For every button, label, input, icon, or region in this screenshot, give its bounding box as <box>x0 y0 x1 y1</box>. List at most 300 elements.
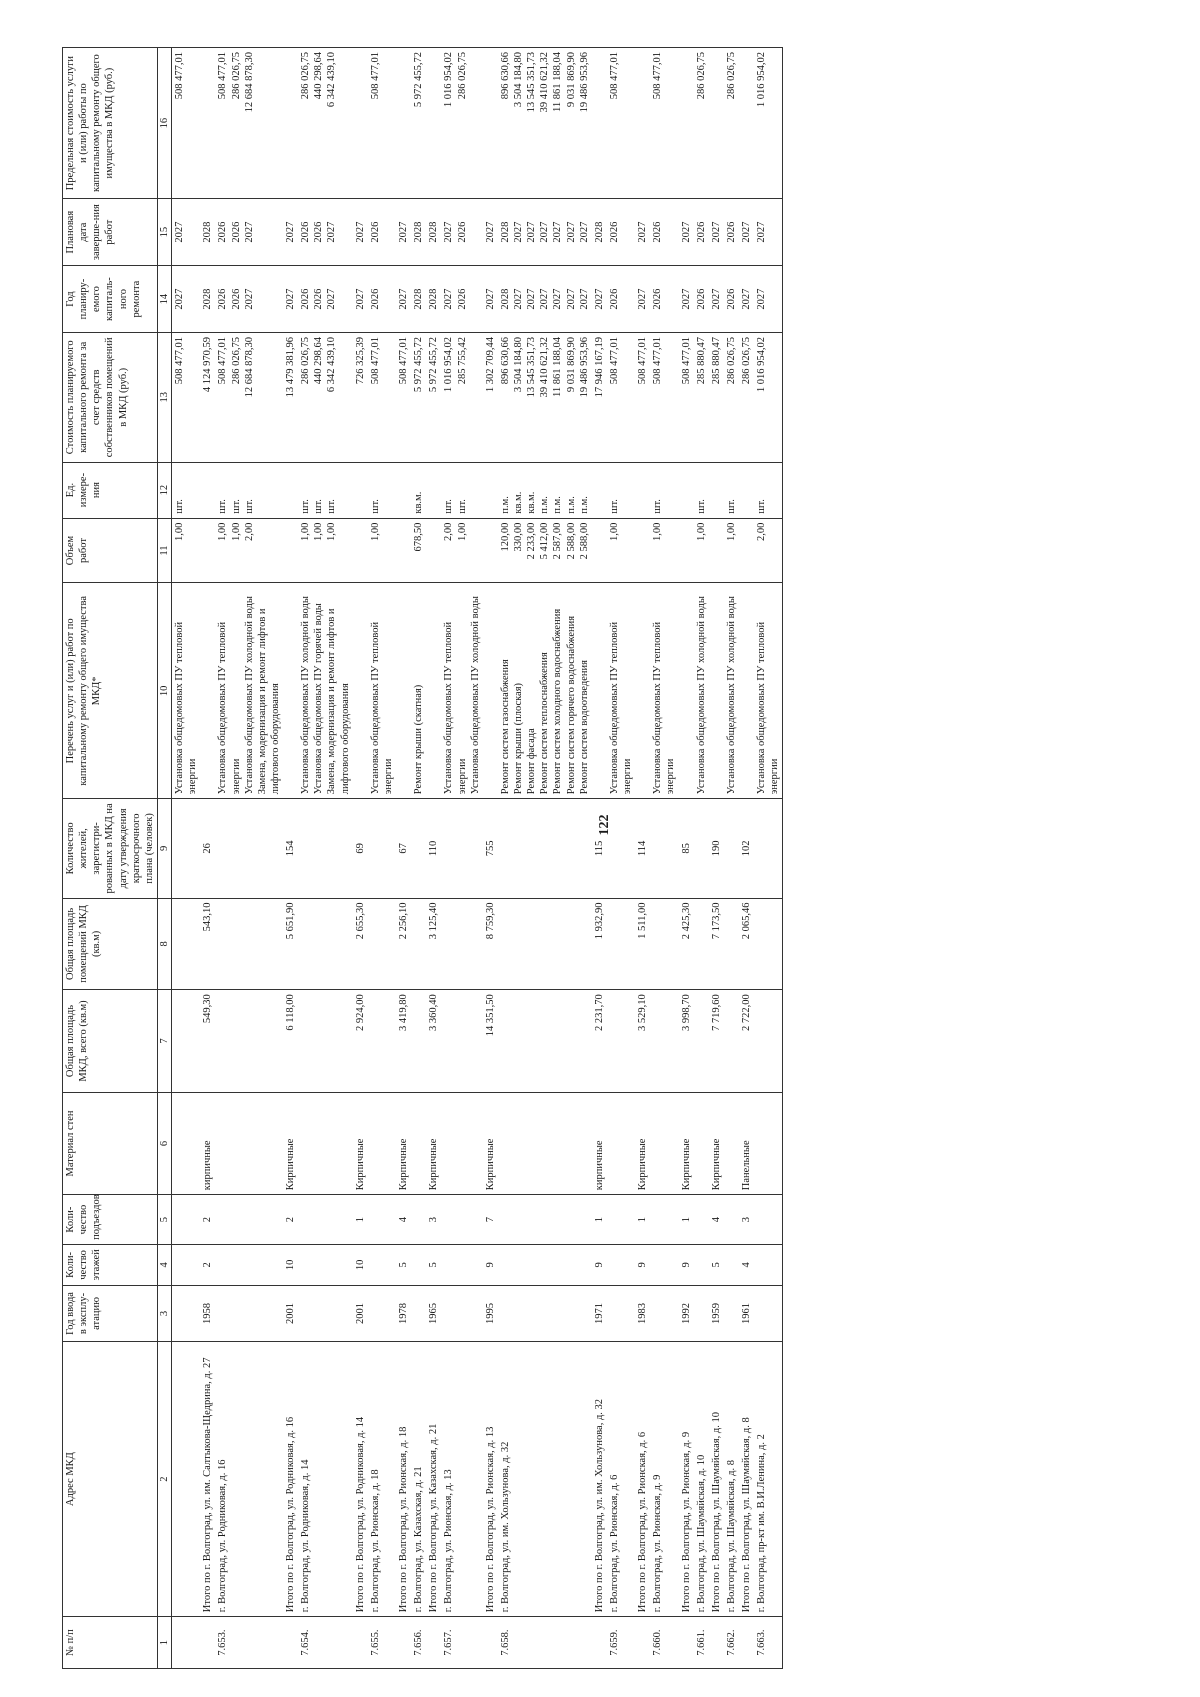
cell-residents: 114 <box>635 799 650 898</box>
volume: 2,00 <box>443 522 455 542</box>
col-number: 1 <box>157 1617 171 1669</box>
end-date: 2027 <box>285 221 296 243</box>
cell-repair-years <box>200 266 215 333</box>
cell-limit-costs <box>739 48 754 199</box>
col-number: 2 <box>157 1342 171 1617</box>
cell-wall-material: Кирпичные <box>353 1092 368 1195</box>
cell-entrances <box>215 1195 283 1245</box>
cell-year-built <box>498 1285 592 1341</box>
work-item: Установка общедомовых ПУ холодной воды <box>695 596 707 795</box>
cell-work-items <box>739 583 754 799</box>
cell-premises-area: 2 065,46 <box>739 898 754 990</box>
cell-work-items <box>483 583 498 799</box>
cell-residents: 110 <box>426 799 441 898</box>
cell-wall-material: Кирпичные <box>283 1092 298 1195</box>
col-number: 3 <box>157 1285 171 1341</box>
cell-entrances <box>172 1195 201 1245</box>
cell-row-number <box>426 1617 441 1669</box>
cell-year-built: 2001 <box>353 1285 368 1341</box>
cell-end-dates <box>635 199 650 266</box>
cell-repair-years <box>607 266 635 333</box>
cell-repair-years <box>368 266 396 333</box>
cell-costs <box>754 333 783 463</box>
cell-repair-years <box>441 266 482 333</box>
unit: шт. <box>243 499 255 514</box>
total-row <box>483 48 498 1669</box>
cell-units <box>679 462 694 518</box>
col-number: 5 <box>157 1195 171 1245</box>
unit: шт. <box>756 499 768 514</box>
cell-costs <box>298 333 353 463</box>
work-item: Установка общедомовых ПУ тепловой энергии <box>217 621 242 795</box>
cost: 508 477,01 <box>652 337 664 385</box>
cell-residents: 26 <box>200 799 215 898</box>
end-date: 2027 <box>539 221 551 243</box>
cell-repair-years <box>298 266 353 333</box>
cell-entrances <box>441 1195 482 1245</box>
repair-year: 2026 <box>695 288 707 310</box>
cell-floors <box>607 1244 635 1285</box>
cell-limit-costs <box>483 48 498 199</box>
cell-address: Итого по г. Волгоград, ул. Родниковая, д. 16 <box>283 1342 298 1617</box>
work-item: Установка общедомовых ПУ горячей воды <box>313 603 325 795</box>
unit: шт. <box>369 499 381 514</box>
end-date: 2026 <box>369 221 381 243</box>
cell-costs <box>396 333 411 463</box>
total-row <box>396 48 411 1669</box>
repair-year: 2026 <box>230 288 242 310</box>
cell-entrances: 1 <box>592 1195 607 1245</box>
work-item: Установка общедомовых ПУ тепловой энергии <box>756 621 781 795</box>
repair-year: 2027 <box>326 288 338 310</box>
unit: шт. <box>217 499 229 514</box>
unit: кв.м. <box>413 491 425 514</box>
cell-end-dates <box>298 199 353 266</box>
cell-floors <box>411 1244 426 1285</box>
cell-address: Итого по г. Волгоград, ул. Рионская, д. 18 <box>396 1342 411 1617</box>
cell-entrances: 1 <box>635 1195 650 1245</box>
cell-address: г. Волгоград, ул. Рионская, д. 6 <box>607 1342 635 1617</box>
unit: шт. <box>608 499 620 514</box>
volume: 2 587,00 <box>552 522 564 560</box>
col-header: Стоимость планируемого капитального ремонта за счет средств собственников помещений в МКД (руб.) <box>63 333 158 463</box>
volume: 1,00 <box>174 522 185 542</box>
table-row <box>694 48 709 1669</box>
cell-residents <box>607 799 635 898</box>
cell-address: г. Волгоград, ул. Рионская, д. 9 <box>650 1342 678 1617</box>
cell-floors <box>215 1244 283 1285</box>
cell-floors <box>368 1244 396 1285</box>
cell-row-number <box>396 1617 411 1669</box>
cell-repair-years <box>411 266 426 333</box>
cell-wall-material: кирпичные <box>592 1092 607 1195</box>
cell-limit-costs <box>709 48 724 199</box>
cell-volumes <box>607 518 635 583</box>
cost: 508 477,01 <box>369 337 381 385</box>
total-row <box>353 48 368 1669</box>
limit-cost: 13 545 351,73 <box>526 52 538 113</box>
cell-end-dates <box>368 199 396 266</box>
total-row <box>200 48 215 1669</box>
cell-work-items <box>694 583 709 799</box>
cell-volumes <box>368 518 396 583</box>
table-row <box>368 48 396 1669</box>
cell-repair-years <box>215 266 283 333</box>
cell-repair-years <box>426 266 441 333</box>
col-number: 15 <box>157 199 171 266</box>
cell-row-number: 7.654. <box>298 1617 353 1669</box>
repair-plan-table <box>62 47 783 1669</box>
cell-wall-material <box>298 1092 353 1195</box>
cell-year-built <box>298 1285 353 1341</box>
cost: 508 477,01 <box>608 337 620 385</box>
cell-row-number: 7.655. <box>368 1617 396 1669</box>
cell-floors <box>650 1244 678 1285</box>
cell-wall-material <box>754 1092 783 1195</box>
end-date: 2027 <box>354 221 366 243</box>
repair-year: 2027 <box>741 288 752 310</box>
cost: 896 630,66 <box>499 337 511 385</box>
cell-row-number: 7.660. <box>650 1617 678 1669</box>
cost: 39 410 621,32 <box>539 337 551 398</box>
cell-year-built: 2001 <box>283 1285 298 1341</box>
cell-units <box>353 462 368 518</box>
cell-address: г. Волгоград, ул. Казахская, д. 21 <box>411 1342 426 1617</box>
work-item: Установка общедомовых ПУ холодной воды <box>725 596 737 795</box>
end-date: 2027 <box>565 221 577 243</box>
cost: 285 880,47 <box>710 337 722 385</box>
volume: 1,00 <box>456 522 468 542</box>
cell-costs <box>283 333 298 463</box>
cell-work-items <box>283 583 298 799</box>
cell-end-dates <box>739 199 754 266</box>
cell-units <box>724 462 739 518</box>
limit-cost: 508 477,01 <box>174 52 185 100</box>
cell-work-items <box>635 583 650 799</box>
unit: шт. <box>456 499 468 514</box>
cell-costs <box>368 333 396 463</box>
cell-premises-area: 543,10 <box>200 898 215 990</box>
cell-volumes <box>709 518 724 583</box>
cell-costs <box>483 333 498 463</box>
header-row <box>63 48 158 1669</box>
cell-residents <box>411 799 426 898</box>
cell-volumes <box>635 518 650 583</box>
cell-row-number <box>709 1617 724 1669</box>
work-item: Установка общедомовых ПУ тепловой энергии <box>443 621 468 795</box>
end-date: 2028 <box>593 221 605 243</box>
cell-residents: 85 <box>679 799 694 898</box>
cell-row-number: 7.659. <box>607 1617 635 1669</box>
cell-volumes <box>754 518 783 583</box>
cell-repair-years <box>739 266 754 333</box>
cell-volumes <box>441 518 482 583</box>
cell-address: г. Волгоград, ул. Рионская, д. 18 <box>368 1342 396 1617</box>
cell-residents <box>498 799 592 898</box>
cell-total-area <box>754 990 783 1093</box>
cell-floors: 10 <box>353 1244 368 1285</box>
cell-end-dates <box>200 199 215 266</box>
table-row <box>172 48 201 1669</box>
cell-limit-costs <box>215 48 283 199</box>
work-item: Установка общедомовых ПУ холодной воды <box>300 596 312 795</box>
cell-premises-area: 1 932,90 <box>592 898 607 990</box>
cell-year-built <box>172 1285 201 1341</box>
work-item: Замена, модернизация и ремонт лифтов и лифтового оборудования <box>326 608 351 795</box>
cell-wall-material: Кирпичные <box>679 1092 694 1195</box>
cell-end-dates <box>498 199 592 266</box>
limit-cost: 19 486 953,96 <box>578 52 590 113</box>
cell-limit-costs <box>650 48 678 199</box>
cell-residents <box>298 799 353 898</box>
cell-end-dates <box>283 199 298 266</box>
cell-total-area: 2 924,00 <box>353 990 368 1093</box>
cell-entrances: 4 <box>709 1195 724 1245</box>
cell-total-area: 14 351,50 <box>483 990 498 1093</box>
cell-limit-costs <box>298 48 353 199</box>
table-row <box>215 48 283 1669</box>
cell-entrances: 3 <box>739 1195 754 1245</box>
cell-limit-costs <box>724 48 739 199</box>
cell-end-dates <box>679 199 694 266</box>
cell-entrances: 3 <box>426 1195 441 1245</box>
cell-year-built: 1978 <box>396 1285 411 1341</box>
cell-row-number: 7.657. <box>441 1617 482 1669</box>
cell-volumes <box>426 518 441 583</box>
cell-address: Итого по г. Волгоград, ул. Рионская, д. 13 <box>483 1342 498 1617</box>
cell-limit-costs <box>694 48 709 199</box>
cell-total-area <box>724 990 739 1093</box>
cell-row-number <box>592 1617 607 1669</box>
end-date: 2026 <box>608 221 620 243</box>
col-number: 6 <box>157 1092 171 1195</box>
cell-costs <box>200 333 215 463</box>
cell-residents: 154 <box>283 799 298 898</box>
cell-total-area <box>411 990 426 1093</box>
volume: 2 233,00 <box>526 522 538 560</box>
cell-volumes <box>650 518 678 583</box>
cell-year-built: 1959 <box>709 1285 724 1341</box>
cell-row-number <box>172 1617 201 1669</box>
cell-work-items <box>441 583 482 799</box>
cell-wall-material <box>172 1092 201 1195</box>
cell-total-area: 549,30 <box>200 990 215 1093</box>
unit: шт. <box>174 499 185 514</box>
cell-limit-costs <box>411 48 426 199</box>
cell-entrances: 2 <box>200 1195 215 1245</box>
end-date: 2028 <box>202 221 214 243</box>
cell-premises-area <box>607 898 635 990</box>
cost: 508 477,01 <box>174 337 185 385</box>
cell-repair-years <box>754 266 783 333</box>
cell-end-dates <box>172 199 201 266</box>
cell-wall-material: кирпичные <box>200 1092 215 1195</box>
cost: 3 504 184,80 <box>513 337 524 393</box>
col-header: Объем работ <box>63 518 158 583</box>
cell-premises-area: 2 425,30 <box>679 898 694 990</box>
unit: кв.м. <box>513 491 524 514</box>
work-item: Ремонт фасада <box>526 728 538 795</box>
cell-costs <box>592 333 607 463</box>
cell-residents <box>215 799 283 898</box>
cell-volumes <box>592 518 607 583</box>
cell-floors: 9 <box>592 1244 607 1285</box>
repair-year: 2026 <box>217 288 229 310</box>
col-header: Общая площадь помещений МКД (кв.м) <box>63 898 158 990</box>
cost: 5 972 455,72 <box>413 337 425 393</box>
cell-address: г. Волгоград, ул. Родниковая, д. 14 <box>298 1342 353 1617</box>
cell-total-area: 3 360,40 <box>426 990 441 1093</box>
table-row <box>411 48 426 1669</box>
cell-costs <box>441 333 482 463</box>
cost: 4 124 970,59 <box>202 337 214 393</box>
repair-year: 2027 <box>565 288 577 310</box>
repair-year: 2026 <box>608 288 620 310</box>
col-number: 10 <box>157 583 171 799</box>
cell-work-items <box>607 583 635 799</box>
limit-cost: 6 342 439,10 <box>326 52 338 108</box>
cell-year-built <box>724 1285 739 1341</box>
repair-year: 2027 <box>354 288 366 310</box>
page-number: 122 <box>597 814 612 836</box>
repair-year: 2027 <box>680 288 692 310</box>
col-header: Перечень услуг и (или) работ по капитальному ремонту общего имущества МКД* <box>63 583 158 799</box>
cell-limit-costs <box>607 48 635 199</box>
table-body <box>172 48 783 1669</box>
cell-units <box>200 462 215 518</box>
cell-repair-years <box>694 266 709 333</box>
cell-units <box>396 462 411 518</box>
end-date: 2027 <box>398 221 409 243</box>
cell-end-dates <box>483 199 498 266</box>
cell-volumes <box>498 518 592 583</box>
end-date: 2027 <box>174 221 185 243</box>
end-date: 2028 <box>413 221 425 243</box>
cell-volumes <box>724 518 739 583</box>
end-date: 2028 <box>428 221 440 243</box>
col-number: 14 <box>157 266 171 333</box>
cell-entrances: 7 <box>483 1195 498 1245</box>
cell-address: Итого по г. Волгоград, ул. Казахская, д. 21 <box>426 1342 441 1617</box>
cost: 285 755,42 <box>456 337 468 385</box>
end-date: 2026 <box>725 221 737 243</box>
work-item: Ремонт крыши (скатная) <box>413 684 425 795</box>
work-item: Установка общедомовых ПУ холодной воды <box>243 596 255 795</box>
cell-premises-area: 3 125,40 <box>426 898 441 990</box>
cell-premises-area <box>215 898 283 990</box>
cell-units <box>754 462 783 518</box>
unit: шт. <box>443 499 455 514</box>
cell-end-dates <box>709 199 724 266</box>
cell-premises-area: 1 511,00 <box>635 898 650 990</box>
work-item: Ремонт систем водоотведения <box>578 660 590 795</box>
work-item: Установка общедомовых ПУ тепловой энергии <box>369 621 394 795</box>
cell-wall-material <box>607 1092 635 1195</box>
col-number: 12 <box>157 462 171 518</box>
cell-premises-area <box>754 898 783 990</box>
cell-limit-costs <box>635 48 650 199</box>
col-number: 16 <box>157 48 171 199</box>
repair-year: 2027 <box>539 288 551 310</box>
cell-costs <box>607 333 635 463</box>
cost: 286 026,75 <box>725 337 737 385</box>
cell-year-built <box>694 1285 709 1341</box>
cell-total-area <box>607 990 635 1093</box>
unit: шт. <box>695 499 707 514</box>
cell-limit-costs <box>172 48 201 199</box>
cell-units <box>607 462 635 518</box>
cell-work-items <box>172 583 201 799</box>
cell-volumes <box>298 518 353 583</box>
limit-cost: 286 026,75 <box>230 52 242 100</box>
cell-total-area: 2 722,00 <box>739 990 754 1093</box>
cell-limit-costs <box>592 48 607 199</box>
repair-year: 2027 <box>398 288 409 310</box>
end-date: 2026 <box>300 221 312 243</box>
repair-year: 2026 <box>369 288 381 310</box>
repair-year: 2027 <box>637 288 649 310</box>
cell-work-items <box>592 583 607 799</box>
cost: 508 477,01 <box>680 337 692 385</box>
cell-floors <box>172 1244 201 1285</box>
cell-year-built: 1992 <box>679 1285 694 1341</box>
repair-year: 2027 <box>710 288 722 310</box>
cell-total-area: 6 118,00 <box>283 990 298 1093</box>
end-date: 2027 <box>710 221 722 243</box>
repair-year: 2026 <box>313 288 325 310</box>
cell-costs <box>739 333 754 463</box>
cell-work-items <box>650 583 678 799</box>
cell-wall-material: Кирпичные <box>396 1092 411 1195</box>
cell-address: г. Волгоград, ул. Шаумяйская, д. 8 <box>724 1342 739 1617</box>
unit: п.м. <box>578 496 590 514</box>
col-header: Общая площадь МКД, всего (кв.м) <box>63 990 158 1093</box>
cost: 11 861 188,04 <box>552 337 564 398</box>
work-item: Ремонт систем холодного водоснабжения <box>552 608 564 795</box>
limit-cost: 5 972 455,72 <box>413 52 425 108</box>
cost: 508 477,01 <box>217 337 229 385</box>
cell-premises-area: 7 173,50 <box>709 898 724 990</box>
cell-address: Итого по г. Волгоград, ул. Рионская, д. 6 <box>635 1342 650 1617</box>
repair-year: 2027 <box>174 288 185 310</box>
cell-row-number: 7.658. <box>498 1617 592 1669</box>
unit: п.м. <box>539 496 551 514</box>
work-item: Ремонт систем горячего водоснабжения <box>565 615 577 795</box>
cell-year-built: 1961 <box>739 1285 754 1341</box>
cell-units <box>172 462 201 518</box>
limit-cost: 11 861 188,04 <box>552 52 564 112</box>
col-number: 7 <box>157 990 171 1093</box>
cell-volumes <box>200 518 215 583</box>
cell-residents: 190 <box>709 799 724 898</box>
total-row <box>739 48 754 1669</box>
limit-cost: 12 684 878,30 <box>243 52 255 113</box>
cell-total-area <box>368 990 396 1093</box>
cell-end-dates <box>411 199 426 266</box>
table-row <box>724 48 739 1669</box>
cost: 440 298,64 <box>313 337 325 385</box>
cell-address: г. Волгоград, ул. им. Хользунова, д. 32 <box>498 1342 592 1617</box>
cell-end-dates <box>650 199 678 266</box>
cell-floors <box>441 1244 482 1285</box>
cell-volumes <box>172 518 201 583</box>
end-date: 2028 <box>499 221 511 243</box>
cell-volumes <box>396 518 411 583</box>
cell-wall-material <box>411 1092 426 1195</box>
cell-row-number <box>200 1617 215 1669</box>
cell-year-built: 1983 <box>635 1285 650 1341</box>
col-header: № п/п <box>63 1617 158 1669</box>
